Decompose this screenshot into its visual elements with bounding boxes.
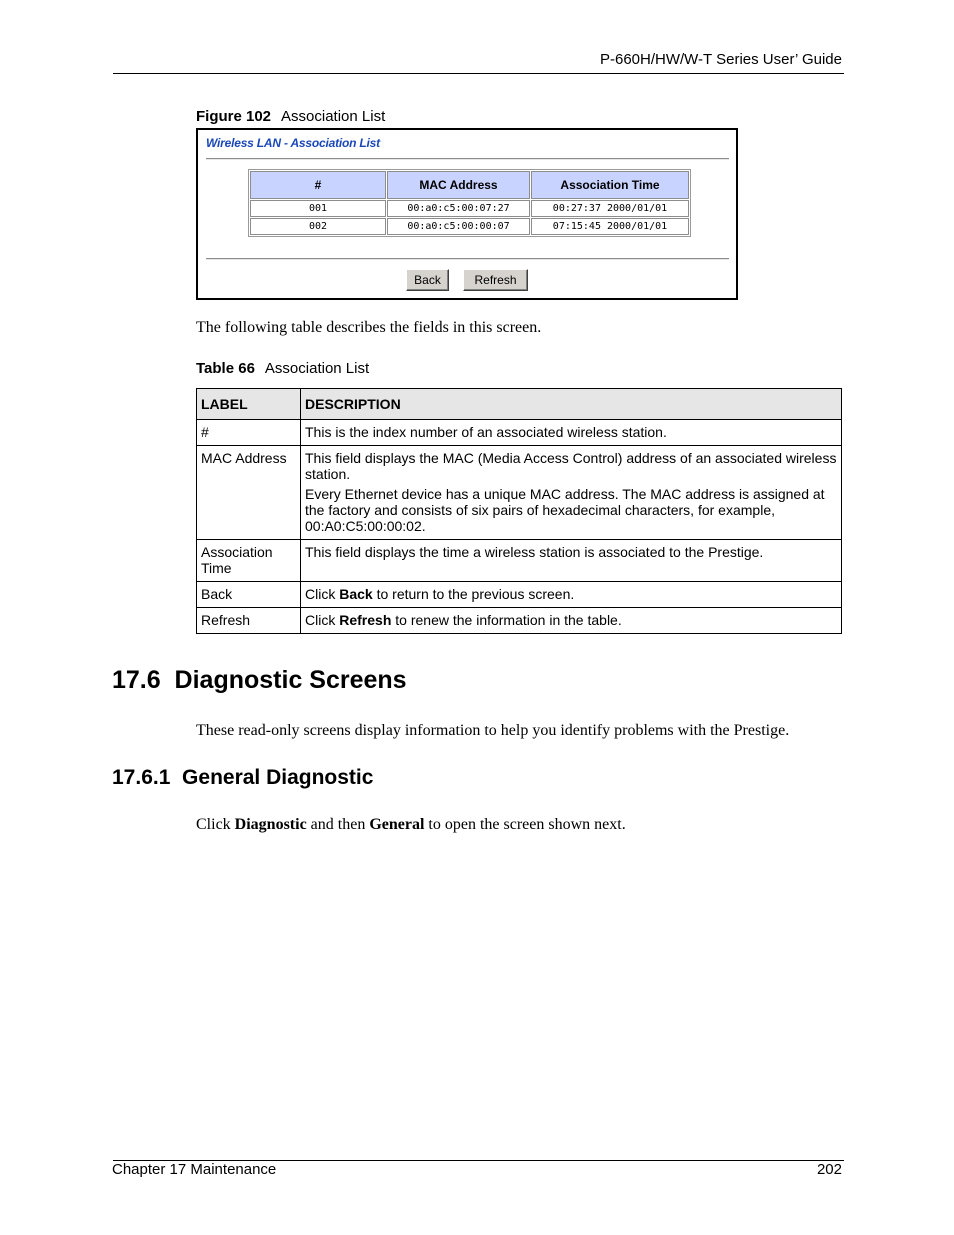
section-heading: 17.6 Diagnostic Screens: [112, 666, 407, 694]
association-table: [248, 169, 691, 237]
refresh-button[interactable]: Refresh: [463, 269, 528, 291]
row-index: 002: [250, 218, 386, 235]
table-row: [197, 608, 842, 634]
table-row: [250, 218, 689, 235]
description-text: Every Ethernet device has a unique MAC address. The MAC address is assigned at the factory and consists of six pairs of hexadecimal characters, for example, 00:A0:C5:00:00:02.: [305, 486, 825, 534]
col-index: #: [250, 171, 386, 199]
bold-term: General: [369, 816, 425, 833]
col-mac-address: MAC Address: [387, 171, 530, 199]
field-description: [301, 446, 842, 540]
row-index: 001: [250, 200, 386, 217]
figure-number: Figure 102: [196, 108, 272, 125]
header-description: DESCRIPTION: [301, 389, 842, 420]
field-label: #: [197, 420, 301, 446]
description-text: This field displays the MAC (Media Access Control) address of an associated wireless station.: [305, 450, 837, 482]
footer-chapter: Chapter 17 Maintenance: [112, 1161, 277, 1178]
field-description: [301, 540, 842, 582]
bold-term: Refresh: [339, 612, 392, 628]
description-table-header: [197, 389, 842, 420]
field-label: Back: [197, 582, 301, 608]
col-association-time: Association Time: [531, 171, 689, 199]
field-description: Click Refresh to renew the information in the table.: [301, 608, 842, 634]
screen-title: Wireless LAN - Association List: [206, 136, 380, 150]
bold-term: Diagnostic: [234, 816, 307, 833]
description-table: [196, 388, 842, 634]
row-time: 00:27:37 2000/01/01: [531, 200, 689, 217]
field-label: MAC Address: [197, 446, 301, 540]
screen-top-rule: [206, 158, 729, 160]
table-number: Table 66: [196, 360, 255, 377]
subsection-heading: 17.6.1 General Diagnostic: [112, 766, 374, 789]
intro-text: The following table describes the fields in this screen.: [196, 319, 542, 336]
field-description: Click Back to return to the previous screen.: [301, 582, 842, 608]
bold-term: Back: [339, 586, 373, 602]
header-rule: [113, 73, 844, 74]
table-row: [197, 446, 842, 540]
association-list-screenshot: [196, 128, 738, 300]
figure-caption-text: Association List: [281, 108, 386, 125]
subsection-text: Click Diagnostic and then General to open the screen shown next.: [196, 816, 626, 833]
page-number: 202: [816, 1161, 842, 1178]
row-mac: 00:a0:c5:00:07:27: [387, 200, 530, 217]
table-row: [197, 582, 842, 608]
field-description: [301, 420, 842, 446]
row-mac: 00:a0:c5:00:00:07: [387, 218, 530, 235]
table-caption-text: Association List: [264, 360, 370, 377]
guide-title: P-660H/HW/W-T Series User’ Guide: [599, 51, 842, 68]
table-caption: [196, 360, 369, 377]
section-text: These read-only screens display information to help you identify problems with the Prestige.: [196, 722, 790, 739]
table-row: [197, 540, 842, 582]
row-time: 07:15:45 2000/01/01: [531, 218, 689, 235]
table-row: [197, 420, 842, 446]
association-table-header: [250, 171, 689, 199]
field-label: Association Time: [197, 540, 301, 582]
back-button[interactable]: Back: [406, 269, 449, 291]
figure-caption: [196, 108, 385, 125]
table-row: [250, 200, 689, 217]
screen-bottom-rule: [206, 258, 729, 260]
field-label: Refresh: [197, 608, 301, 634]
description-text: This field displays the time a wireless station is associated to the Prestige.: [305, 544, 764, 560]
header-label: LABEL: [197, 389, 301, 420]
description-text: This is the index number of an associated wireless station.: [305, 424, 667, 440]
